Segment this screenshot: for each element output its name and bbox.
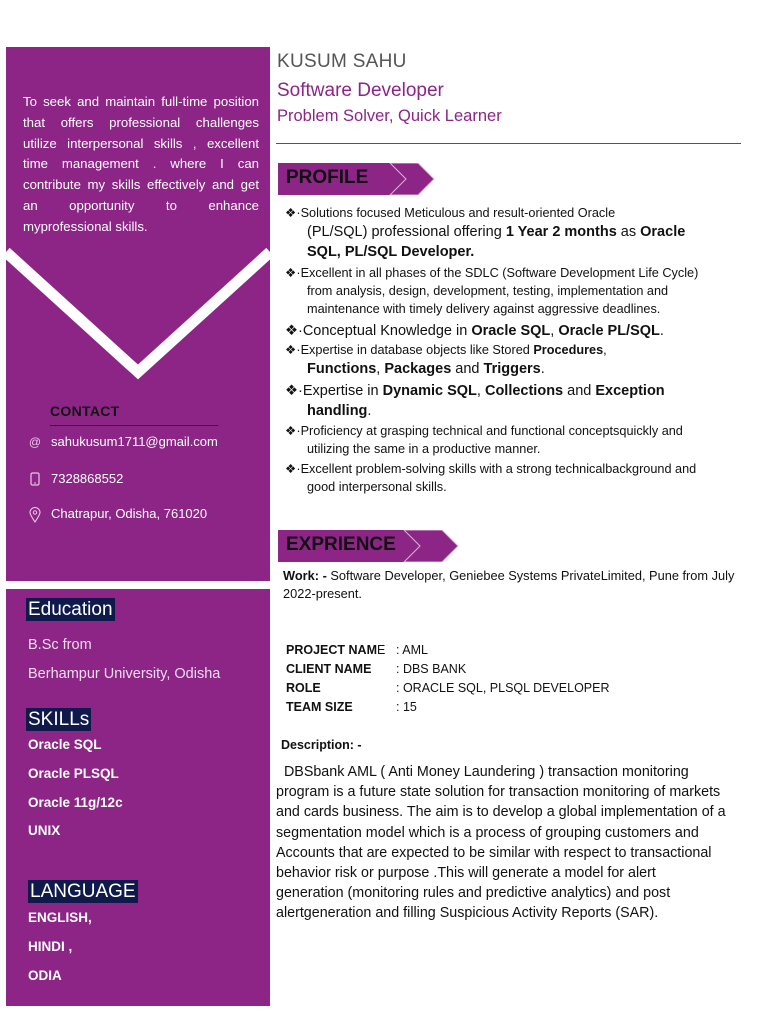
list-item: ❖·Solutions focused Meticulous and result-oriented Oracle (PL/SQL) professional offering 1 Year 2 months as Oracle SQL, PL/SQL Developer. [285,206,686,260]
project-row: ROLE : ORACLE SQL, PLSQL DEVELOPER [286,681,610,695]
skills-heading: SKILLs [28,709,90,730]
language-heading: LANGUAGE [30,881,136,902]
description-heading: Description: - [281,738,362,752]
experience-heading: EXPRIENCE [286,534,396,555]
contact-heading: CONTACT [50,403,120,419]
contact-phone[interactable]: 7328868552 [51,471,124,486]
career-objective: To seek and maintain full-time position that offers professional challenges utilize interpersonal skills , excellent time management . where I can contribute my skills effectively and get an opportunity to enhance myprofessional skills. [23,94,259,234]
language-item: HINDI , [28,939,73,954]
language-item: ODIA [28,968,62,983]
project-description: DBSbank AML ( Anti Money Laundering ) transaction monitoring program is a future state solution for transaction monitoring of markets and cards business. The aim is to develop a global implementation of a segmentation model which is a process of grouping customers and Accounts that are expected to be similar with respect to transactional behavior risk or purpose .This will generate a model for alert generation (monitoring rules and predictive analytics) and post alertgeneration and filling Suspicious Activity Reports (SAR). [276,764,726,922]
profile-banner [278,163,458,195]
candidate-role: Software Developer [277,80,444,101]
list-item: ❖·Expertise in database objects like Stored Procedures, Functions, Packages and Triggers. [285,343,607,377]
profile-bullets [285,204,735,496]
project-row: PROJECT NAME : AML [286,643,428,657]
list-item: ❖·Excellent problem-solving skills with a strong technicalbackground and good interpersonal skills. [285,462,697,494]
skill-item: Oracle PLSQL [28,766,119,781]
location-pin-icon [28,507,42,521]
project-row: CLIENT NAME : DBS BANK [286,662,467,676]
profile-heading: PROFILE [286,167,369,188]
project-row: TEAM SIZE : 15 [286,700,417,714]
experience-banner [278,530,458,562]
list-item: ❖·Excellent in all phases of the SDLC (Software Development Life Cycle) from analysis, design, development, testing, implementation and maintenance with timely delivery against aggressive deadlines. [285,266,699,316]
contact-address-row [28,506,207,521]
list-item: ❖·Proficiency at grasping technical and functional conceptsquickly and utilizing the same in a productive manner. [285,424,683,456]
education-line: B.Sc from [28,637,92,653]
at-icon: @ [28,434,42,449]
candidate-name: KUSUM SAHU [277,51,407,72]
education-heading: Education [28,599,113,620]
language-item: ENGLISH, [28,910,92,925]
skill-item: UNIX [28,823,61,838]
contact-address: Chatrapur, Odisha, 761020 [51,506,208,521]
candidate-tagline: Problem Solver, Quick Learner [277,107,502,125]
header-divider [276,143,741,144]
contact-email-row [28,434,218,449]
skill-item: Oracle 11g/12c [28,795,123,810]
education-line: Berhampur University, Odisha [28,666,221,682]
contact-email[interactable]: sahukusum1711@gmail.com [51,434,218,449]
phone-icon [28,472,42,486]
contact-phone-row [28,471,123,486]
list-item: ❖·Expertise in Dynamic SQL, Collections and Exception handling. [285,383,665,419]
list-item: ❖·Conceptual Knowledge in Oracle SQL, Oracle PL/SQL. [285,323,664,339]
skill-item: Oracle SQL [28,737,102,752]
work-summary: Work: - Software Developer, Geniebee Systems PrivateLimited, Pune from July 2022-present. [283,568,735,601]
contact-divider [50,425,218,426]
